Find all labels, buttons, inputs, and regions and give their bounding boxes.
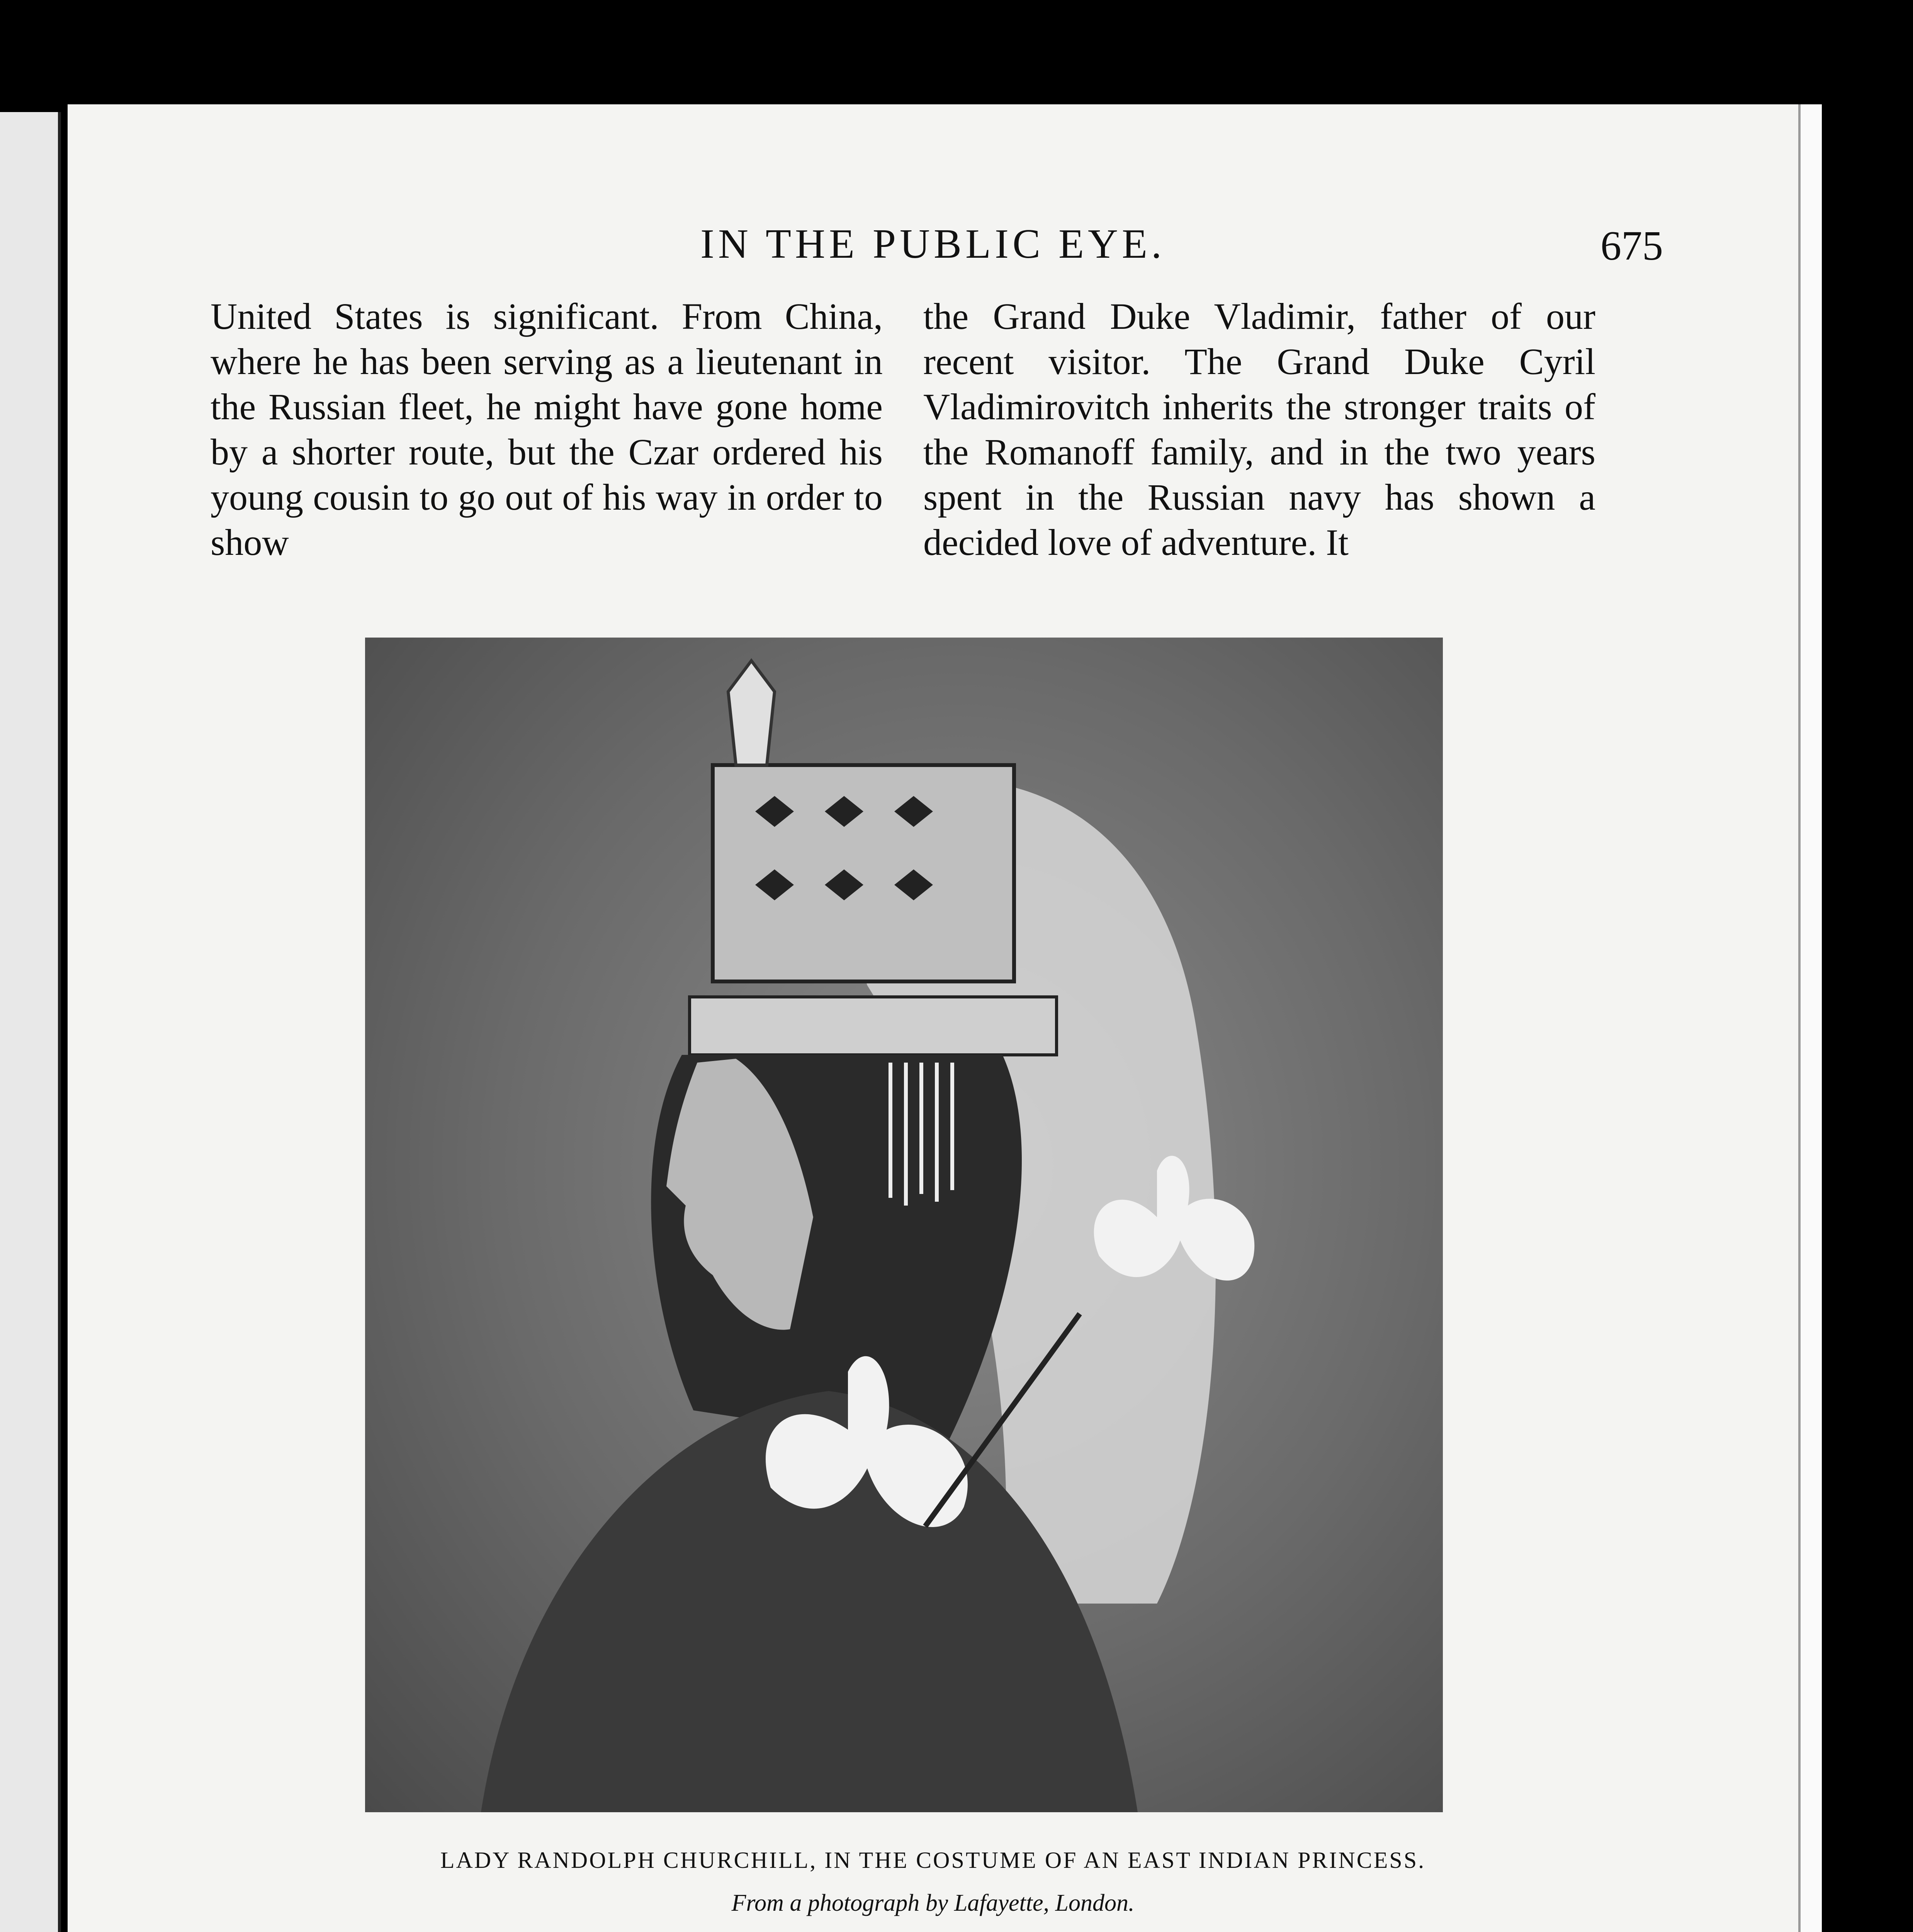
figure-credit: From a photograph by Lafayette, London. — [731, 1890, 1135, 1916]
paragraph: United States is significant. From China, where he has been serving as a lieutenant in the Russian fleet, he might have gone home by a shorter route, but the Czar ordered his young cousin to go out of his way in order to show — [211, 296, 883, 563]
left-page-edge — [0, 112, 61, 1932]
portrait-photograph — [365, 638, 1443, 1812]
running-head: IN THE PUBLIC EYE. — [700, 221, 1165, 267]
portrait-illustration — [365, 638, 1443, 1812]
magazine-page — [68, 104, 1798, 1932]
paragraph: the Grand Duke Vladimir, father of our recent visitor. The Grand Duke Cyril Vladimirovitch inherits the stronger traits of the Romanoff family, and in the two years spent in the Russian navy has shown a decided love of adventure. It — [923, 296, 1595, 563]
page-number: 675 — [1600, 223, 1663, 269]
column-top-left — [211, 294, 883, 565]
page-edge — [1798, 104, 1822, 1932]
figure-caption: LADY RANDOLPH CHURCHILL, IN THE COSTUME OF AN EAST INDIAN PRINCESS. — [440, 1847, 1426, 1873]
column-top-right — [923, 294, 1595, 565]
